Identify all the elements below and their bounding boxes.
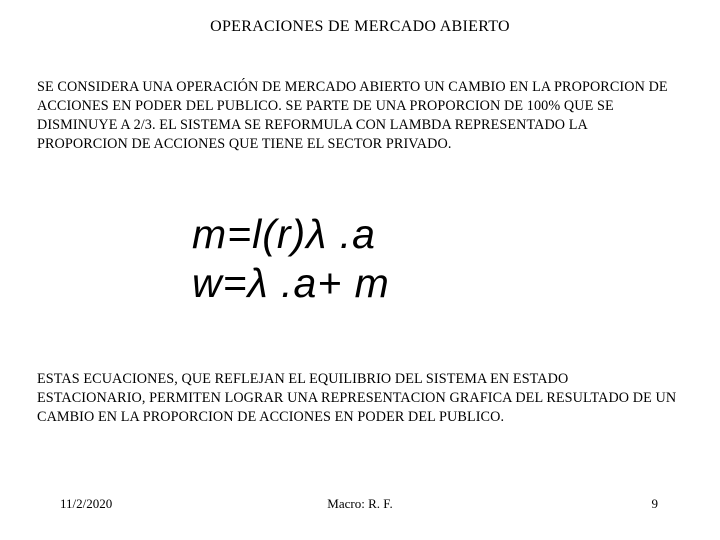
slide-title: OPERACIONES DE MERCADO ABIERTO bbox=[210, 18, 510, 35]
equation-wealth: w=λ .a+ m bbox=[192, 260, 390, 306]
page-number: 9 bbox=[651, 496, 658, 511]
footer-author: Macro: R. F. bbox=[327, 496, 393, 511]
intro-paragraph: SE CONSIDERA UNA OPERACIÓN DE MERCADO ABIERTO UN CAMBIO EN LA PROPORCION DE ACCIONES EN PODER DEL PUBLICO. SE PARTE DE UNA PROPORCION DE 100% QUE SE DISMINUYE A 2/3. EL SISTEMA SE REFORMULA CON LAMBDA REPRESENTADO LA PROPORCION DE ACCIONES QUE TIENE EL SECTOR PRIVADO. bbox=[37, 79, 668, 152]
footer-date: 11/2/2020 bbox=[60, 496, 113, 511]
conclusion-paragraph: ESTAS ECUACIONES, QUE REFLEJAN EL EQUILIBRIO DEL SISTEMA EN ESTADO ESTACIONARIO, PERMITEN LOGRAR UNA REPRESENTACION GRAFICA DEL RESULTADO DE UN CAMBIO EN LA PROPORCION DE ACCIONES EN PODER DEL PUBLICO. bbox=[37, 371, 677, 425]
equation-money: m=l(r)λ .a bbox=[192, 211, 376, 257]
